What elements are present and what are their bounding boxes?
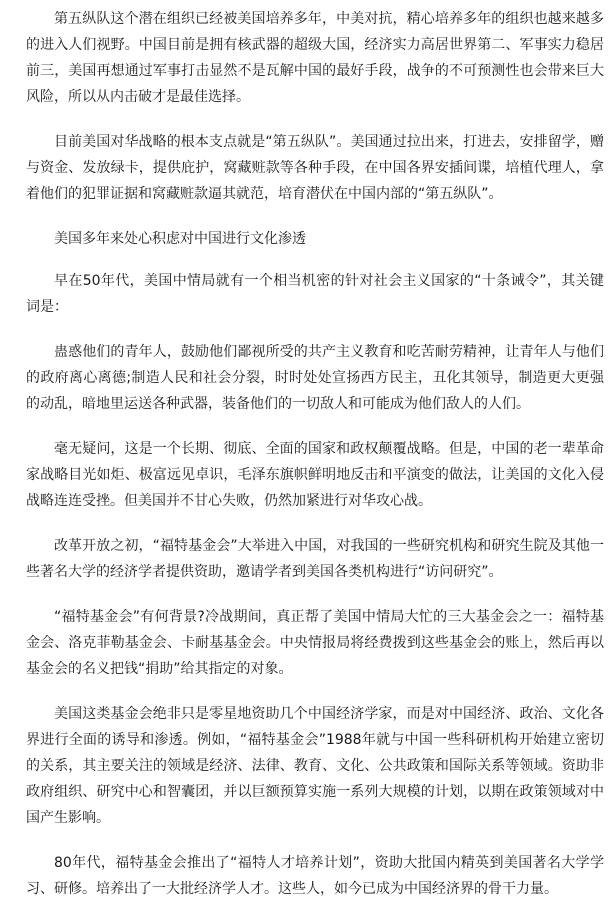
paragraph-us-strategy: 目前美国对华战略的根本支点就是“第五纵队”。美国通过拉出来，打进去，安排留学，赠与资金、发放绿卡，提供庇护，窝藏赃款等各种手段，在中国各界安插间谍，培植代理人，拿着他们的犯罪证据和窝藏赃款逼其就范，培育潜伏在中国内部的“第五纵队”。 <box>26 134 604 202</box>
paragraph-fifth-column-intro: 第五纵队这个潜在组织已经被美国培养多年，中美对抗，精心培养多年的组织也越来越多的进入人们视野。中国目前是拥有核武器的超级大国，经济实力高居世界第二、军事实力稳居前三，美国再想通过军事打击显然不是瓦解中国的最好手段，战争的不可预测性也会带来巨大风险，所以从内击破才是最佳选择。 <box>26 11 604 105</box>
paragraph-ford-foundation-background: “福特基金会”有何背景?冷战期间，真正帮了美国中情局大忙的三大基金会之一：福特基金会、洛克菲勒基金会、卡耐基基金会。中央情报局将经费拨到这些基金会的账上，然后再以基金会的名义把钱“捐助”给其指定的对象。 <box>26 609 604 677</box>
paragraph-subversion-strategy: 毫无疑问，这是一个长期、彻底、全面的国家和政权颠覆战略。但是，中国的老一辈革命家战略目光如炬、极富远见卓识，毛泽东旗帜鲜明地反击和平演变的做法，让美国的文化入侵战略连连受挫。但美国并不甘心失败，仍然加紧进行对华攻心战。 <box>26 441 604 509</box>
paragraph-ford-foundation-entry: 改革开放之初，“福特基金会”大举进入中国，对我国的一些研究机构和研究生院及其他一些著名大学的经济学者提供资助，邀请学者到美国各类机构进行“访问研究”。 <box>26 538 604 580</box>
paragraph-ten-commandments: 早在50年代，美国中情局就有一个相当机密的针对社会主义国家的“十条诫令”，其关键词是： <box>26 273 604 315</box>
paragraph-foundation-infiltration: 美国这类基金会绝非只是零星地资助几个中国经济学家，而是对中国经济、政治、文化各界进行全面的诱导和渗透。例如，“福特基金会”1988年就与中国一些科研机构开始建立密切的关系，其主要关注的领域是经济、法律、教育、文化、公共政策和国际关系等领域。资助非政府组织、研究中心和智囊团，并以巨额预算实施一系列大规模的计划，以期在政策领域对中国产生影响。 <box>26 706 604 826</box>
paragraph-commandments-content: 蛊惑他们的青年人，鼓励他们鄙视所受的共产主义教育和吃苦耐劳精神，让青年人与他们的政府离心离德;制造人民和社会分裂，时时处处宣扬西方民主，丑化其领导，制造更大更强的动乱，暗地里运送各种武器，装备他们的一切敌人和可能成为他们敌人的人们。 <box>26 344 604 412</box>
paragraph-talent-program: 80年代，福特基金会推出了“福特人才培养计划”，资助大批国内精英到美国著名大学学习、研修。培养出了一大批经济学人才。这些人，如今已成为中国经济界的骨干力量。 <box>26 855 604 897</box>
section-heading: 美国多年来处心积虑对中国进行文化渗透 <box>54 231 306 247</box>
